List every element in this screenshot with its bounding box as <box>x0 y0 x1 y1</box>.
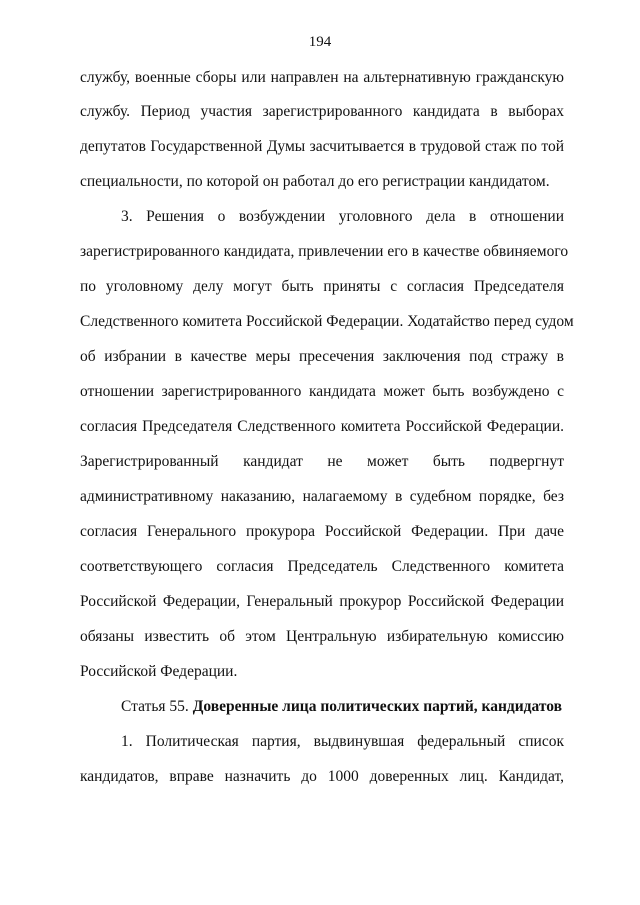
text-line: по уголовному делу могут быть приняты с согласия Председателя <box>80 278 564 295</box>
text-line: соответствующего согласия Председатель Следственного комитета <box>80 558 564 575</box>
text-line: административному наказанию, налагаемому в судебном порядке, без <box>80 488 564 505</box>
text-line: специальности, по которой он работал до его регистрации кандидатом. <box>80 173 550 190</box>
text-line: отношении зарегистрированного кандидата может быть возбуждено с <box>80 383 564 400</box>
text-line: обязаны известить об этом Центральную избирательную комиссию <box>80 628 564 645</box>
text-line: службу, военные сборы или направлен на альтернативную гражданскую <box>80 69 564 86</box>
text-line: Российской Федерации, Генеральный прокурор Российской Федерации <box>80 593 564 610</box>
text-line: Зарегистрированный кандидат не может быть подвергнут <box>80 453 564 470</box>
text-line: согласия Председателя Следственного комитета Российской Федерации. <box>80 418 564 435</box>
text-line: об избрании в качестве меры пресечения заключения под стражу в <box>80 348 564 365</box>
text-line: службу. Период участия зарегистрированного кандидата в выборах <box>80 103 564 120</box>
article-title: Доверенные лица политических партий, кандидатов <box>192 698 562 715</box>
paragraph-first-line: 1. Политическая партия, выдвинувшая федеральный список <box>121 733 564 750</box>
article-heading <box>121 697 564 717</box>
text-line: согласия Генерального прокурора Российской Федерации. При даче <box>80 523 564 540</box>
text-line: Следственного комитета Российской Федерации. Ходатайство перед судом <box>80 313 574 330</box>
page-number: 194 <box>308 34 332 50</box>
text-line: зарегистрированного кандидата, привлечении его в качестве обвиняемого <box>80 243 569 260</box>
text-line: депутатов Государственной Думы засчитывается в трудовой стаж по той <box>80 138 564 155</box>
text-line: Российской Федерации. <box>80 663 238 680</box>
text-line: кандидатов, вправе назначить до 1000 доверенных лиц. Кандидат, <box>80 768 564 785</box>
article-prefix: Статья 55. <box>121 698 193 715</box>
paragraph-first-line: 3. Решения о возбуждении уголовного дела в отношении <box>121 208 564 225</box>
